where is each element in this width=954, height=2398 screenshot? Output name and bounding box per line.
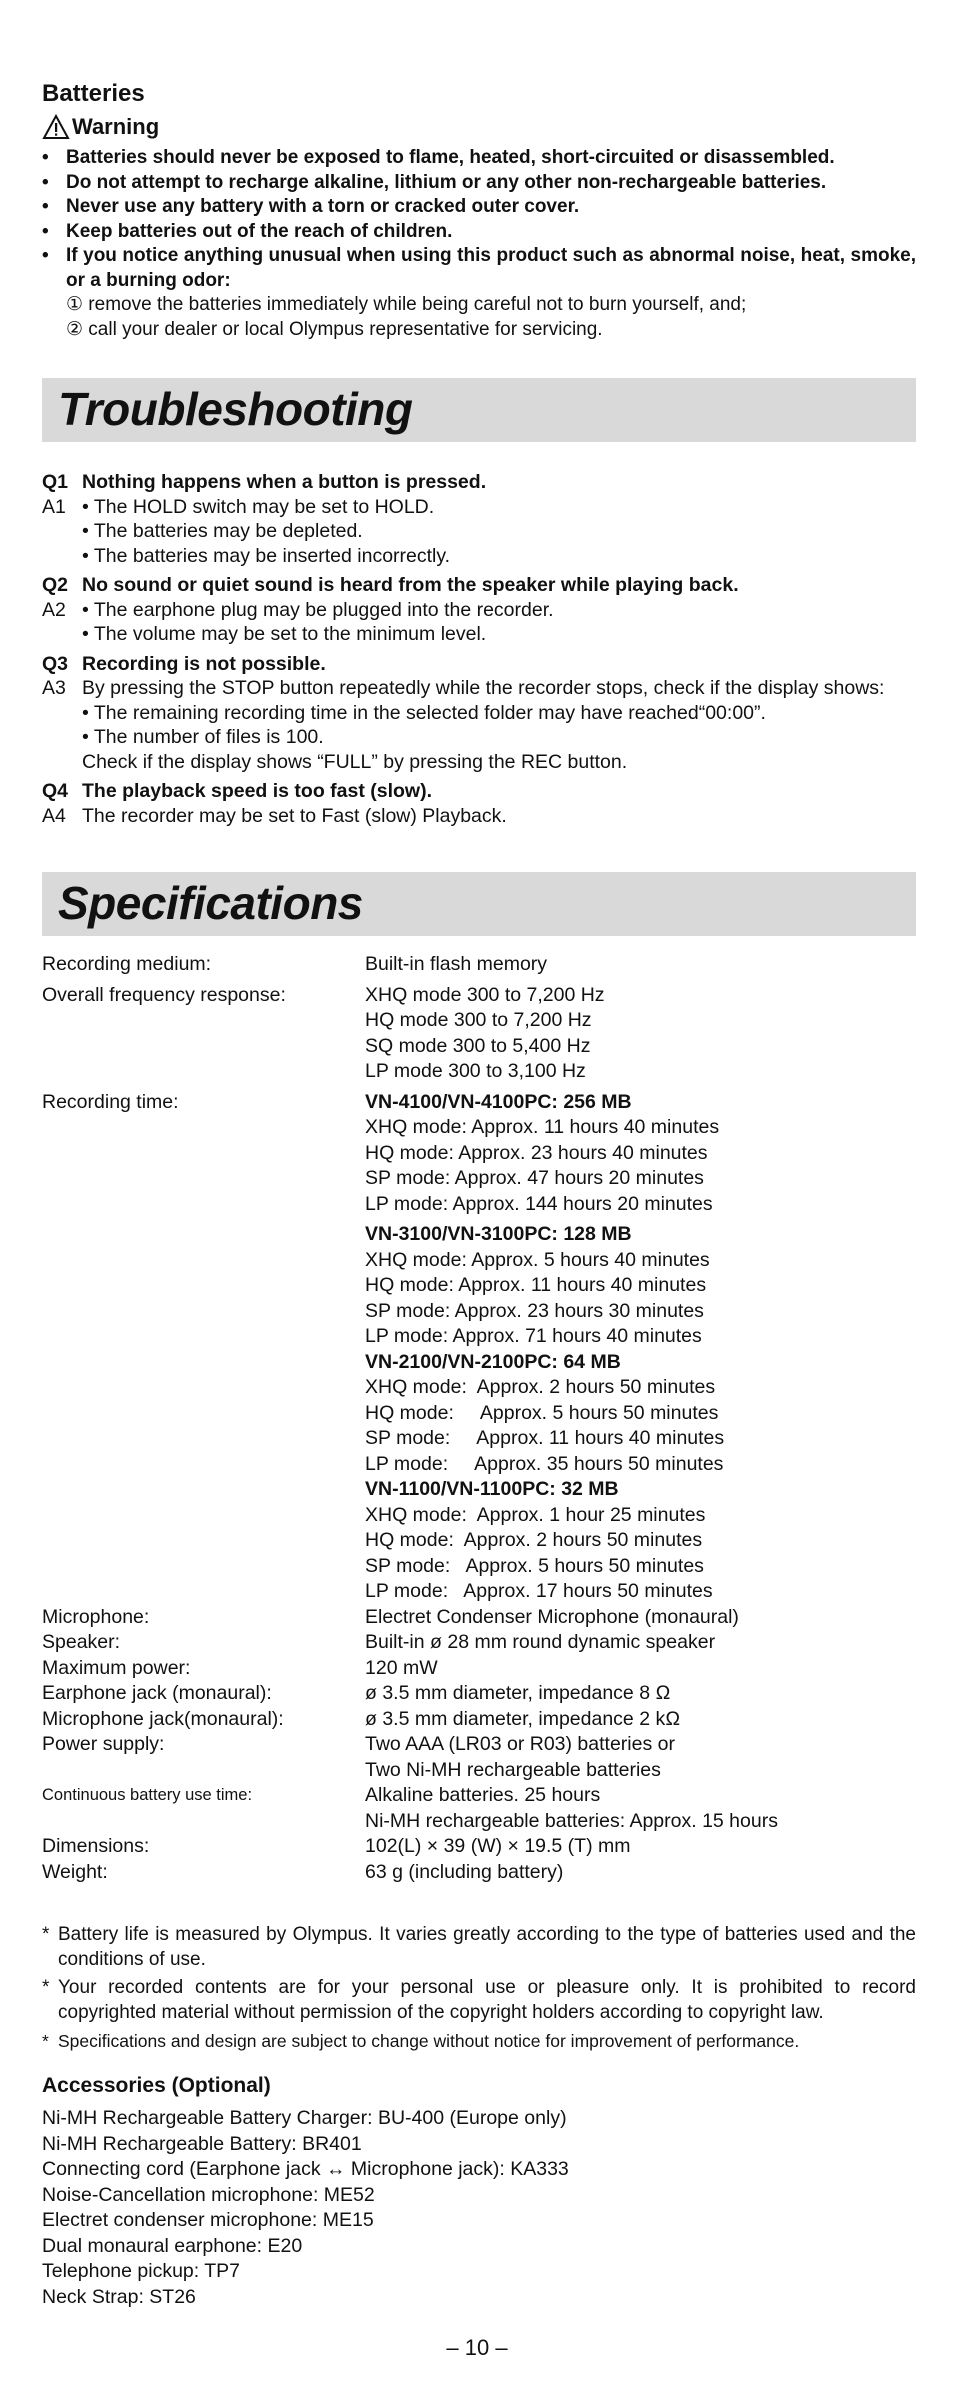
faq-answer: • The remaining recording time in the selected folder may have reached“00:00”. xyxy=(82,701,766,724)
spec-value: 102(L) × 39 (W) × 19.5 (T) mm xyxy=(365,1835,631,1857)
footnote: * Battery life is measured by Olympus. It varies greatly according to the type of batteries used and the conditions of use. xyxy=(42,1923,916,1972)
list-item: Neck Strap: ST26 xyxy=(42,2285,196,2308)
spec-label: Continuous battery use time: xyxy=(42,1786,253,1804)
faq-question: Q3 Recording is not possible. xyxy=(42,652,326,675)
model-name: VN-3100/VN-3100PC: 128 MB xyxy=(365,1223,632,1245)
spec-value: Two Ni-MH rechargeable batteries xyxy=(365,1758,661,1781)
spec-value: HQ mode: Approx. 23 hours 40 minutes xyxy=(365,1141,708,1164)
spec-label: Speaker: xyxy=(42,1631,121,1653)
spec-value: LP mode 300 to 3,100 Hz xyxy=(365,1060,586,1082)
spec-row xyxy=(42,1605,916,1631)
warning-step: ② call your dealer or local Olympus representative for servicing. xyxy=(66,318,603,340)
spec-value: SP mode: Approx. 23 hours 30 minutes xyxy=(365,1299,704,1322)
list-item: Electret condenser microphone: ME15 xyxy=(42,2209,374,2231)
spec-row xyxy=(42,1656,916,1682)
spec-value: HQ mode: Approx. 2 hours 50 minutes xyxy=(365,1529,703,1551)
faq-answer: • The number of files is 100. xyxy=(82,726,324,748)
faq-list xyxy=(42,470,916,828)
faq-answer: Check if the display shows “FULL” by pressing the REC button. xyxy=(82,750,628,773)
spec-value: SP mode: Approx. 5 hours 50 minutes xyxy=(365,1554,704,1577)
model-name: VN-2100/VN-2100PC: 64 MB xyxy=(365,1350,621,1373)
faq-question: Q2 No sound or quiet sound is heard from the speaker while playing back. xyxy=(42,574,739,596)
spec-value: 120 mW xyxy=(365,1656,438,1679)
list-item: Ni-MH Rechargeable Battery Charger: BU-400 (Europe only) xyxy=(42,2107,567,2129)
list-item: • If you notice anything unusual when using this product such as abnormal noise, heat, smoke, or a burning odor: xyxy=(42,244,916,293)
warning-triangle-icon xyxy=(42,114,70,140)
model-name: VN-1100/VN-1100PC: 32 MB xyxy=(365,1478,619,1500)
list-item: Dual monaural earphone: E20 xyxy=(42,2234,303,2257)
spec-value: Electret Condenser Microphone (monaural) xyxy=(365,1605,739,1628)
spec-label: Overall frequency response: xyxy=(42,983,286,1006)
faq-question: Q1 Nothing happens when a button is pressed. xyxy=(42,471,487,493)
spec-row xyxy=(42,1681,916,1707)
spec-label: Microphone: xyxy=(42,1605,150,1628)
accessories-list xyxy=(42,2106,569,2310)
spec-label: Recording time: xyxy=(42,1090,179,1113)
spec-label: Power supply: xyxy=(42,1733,165,1755)
spec-value: Alkaline batteries. 25 hours xyxy=(365,1784,601,1806)
list-item: • Never use any battery with a torn or cracked outer cover. xyxy=(42,195,916,220)
spec-value: XHQ mode: Approx. 2 hours 50 minutes xyxy=(365,1376,716,1398)
spec-value: LP mode: Approx. 35 hours 50 minutes xyxy=(365,1452,724,1475)
troubleshooting-banner xyxy=(42,378,916,442)
faq-answer: A2 • The earphone plug may be plugged into the recorder. xyxy=(42,598,554,621)
spec-value: LP mode: Approx. 144 hours 20 minutes xyxy=(365,1192,713,1215)
list-item: Noise-Cancellation microphone: ME52 xyxy=(42,2183,375,2206)
spec-row xyxy=(42,1707,916,1733)
spec-row xyxy=(42,1834,916,1860)
spec-row xyxy=(42,1783,916,1834)
spec-value: 63 g (including battery) xyxy=(365,1860,564,1883)
spec-value: Built-in ø 28 mm round dynamic speaker xyxy=(365,1631,716,1653)
specifications-title: Specifications xyxy=(58,877,363,929)
specifications-banner xyxy=(42,872,916,936)
spec-row xyxy=(42,1090,916,1605)
warning-label: Warning xyxy=(72,114,160,139)
spec-row xyxy=(42,1630,916,1656)
faq-question: Q4 The playback speed is too fast (slow). xyxy=(42,780,433,802)
footnote: * Your recorded contents are for your personal use or pleasure only. It is prohibited to record copyrighted material without permission of the copyright holders according to copyright law. xyxy=(42,1976,916,2025)
spec-value: Built-in flash memory xyxy=(365,953,548,975)
spec-row xyxy=(42,1732,916,1783)
spec-label: Earphone jack (monaural): xyxy=(42,1682,272,1704)
spec-label: Recording medium: xyxy=(42,953,212,975)
spec-value: HQ mode: Approx. 5 hours 50 minutes xyxy=(365,1401,719,1424)
spec-label: Microphone jack(monaural): xyxy=(42,1707,284,1730)
spec-value: SP mode: Approx. 47 hours 20 minutes xyxy=(365,1167,704,1189)
list-item: Ni-MH Rechargeable Battery: BR401 xyxy=(42,2132,362,2155)
battery-warning-list xyxy=(42,146,916,342)
accessories-heading: Accessories (Optional) xyxy=(42,2074,271,2097)
spec-value: ø 3.5 mm diameter, impedance 8 Ω xyxy=(365,1682,671,1704)
spec-value: LP mode: Approx. 17 hours 50 minutes xyxy=(365,1580,713,1602)
spec-value: LP mode: Approx. 71 hours 40 minutes xyxy=(365,1325,702,1347)
spec-value: HQ mode: Approx. 11 hours 40 minutes xyxy=(365,1274,707,1296)
spec-label: Dimensions: xyxy=(42,1835,150,1857)
spec-value: SQ mode 300 to 5,400 Hz xyxy=(365,1034,591,1057)
faq-answer: • The batteries may be inserted incorrectly. xyxy=(82,544,451,567)
faq-answer: A3 By pressing the STOP button repeatedly while the recorder stops, check if the display shows: xyxy=(42,677,885,699)
spec-value: Ni-MH rechargeable batteries: Approx. 15 hours xyxy=(365,1809,778,1832)
faq-answer: A4 The recorder may be set to Fast (slow) Playback. xyxy=(42,804,507,827)
footnote: * Specifications and design are subject to change without notice for improvement of performance. xyxy=(42,2029,916,2054)
spec-table xyxy=(42,952,916,1885)
warning-heading xyxy=(42,114,159,140)
spec-value: HQ mode 300 to 7,200 Hz xyxy=(365,1009,592,1031)
faq-answer: • The volume may be set to the minimum level. xyxy=(82,623,487,645)
list-item: • Keep batteries out of the reach of children. xyxy=(42,220,916,245)
spec-value: Two AAA (LR03 or R03) batteries or xyxy=(365,1733,675,1755)
warning-step: ① remove the batteries immediately while being careful not to burn yourself, and; xyxy=(66,294,747,315)
footnotes xyxy=(42,1923,916,2058)
batteries-heading: Batteries xyxy=(42,80,145,107)
spec-value: SP mode: Approx. 11 hours 40 minutes xyxy=(365,1427,725,1449)
spec-row xyxy=(42,983,916,1085)
spec-label: Maximum power: xyxy=(42,1656,191,1679)
spec-value: XHQ mode 300 to 7,200 Hz xyxy=(365,983,605,1006)
spec-value: XHQ mode: Approx. 1 hour 25 minutes xyxy=(365,1503,706,1526)
faq-answer: A1 • The HOLD switch may be set to HOLD. xyxy=(42,495,435,518)
spec-value: XHQ mode: Approx. 11 hours 40 minutes xyxy=(365,1116,720,1138)
list-item: Connecting cord (Earphone jack ↔ Microphone jack): KA333 xyxy=(42,2158,569,2180)
list-item: • Batteries should never be exposed to flame, heated, short-circuited or disassembled. xyxy=(42,146,916,171)
faq-answer: • The batteries may be depleted. xyxy=(82,520,363,542)
list-item: Telephone pickup: TP7 xyxy=(42,2260,241,2282)
spec-value: ø 3.5 mm diameter, impedance 2 kΩ xyxy=(365,1707,681,1730)
spec-row xyxy=(42,1860,916,1886)
spec-row xyxy=(42,952,916,978)
spec-label: Weight: xyxy=(42,1860,108,1883)
list-item: • Do not attempt to recharge alkaline, lithium or any other non-rechargeable batteries. xyxy=(42,171,916,196)
troubleshooting-title: Troubleshooting xyxy=(58,383,413,435)
model-name: VN-4100/VN-4100PC: 256 MB xyxy=(365,1090,632,1113)
page-number: – 10 – xyxy=(446,2335,508,2360)
spec-value: XHQ mode: Approx. 5 hours 40 minutes xyxy=(365,1248,710,1271)
